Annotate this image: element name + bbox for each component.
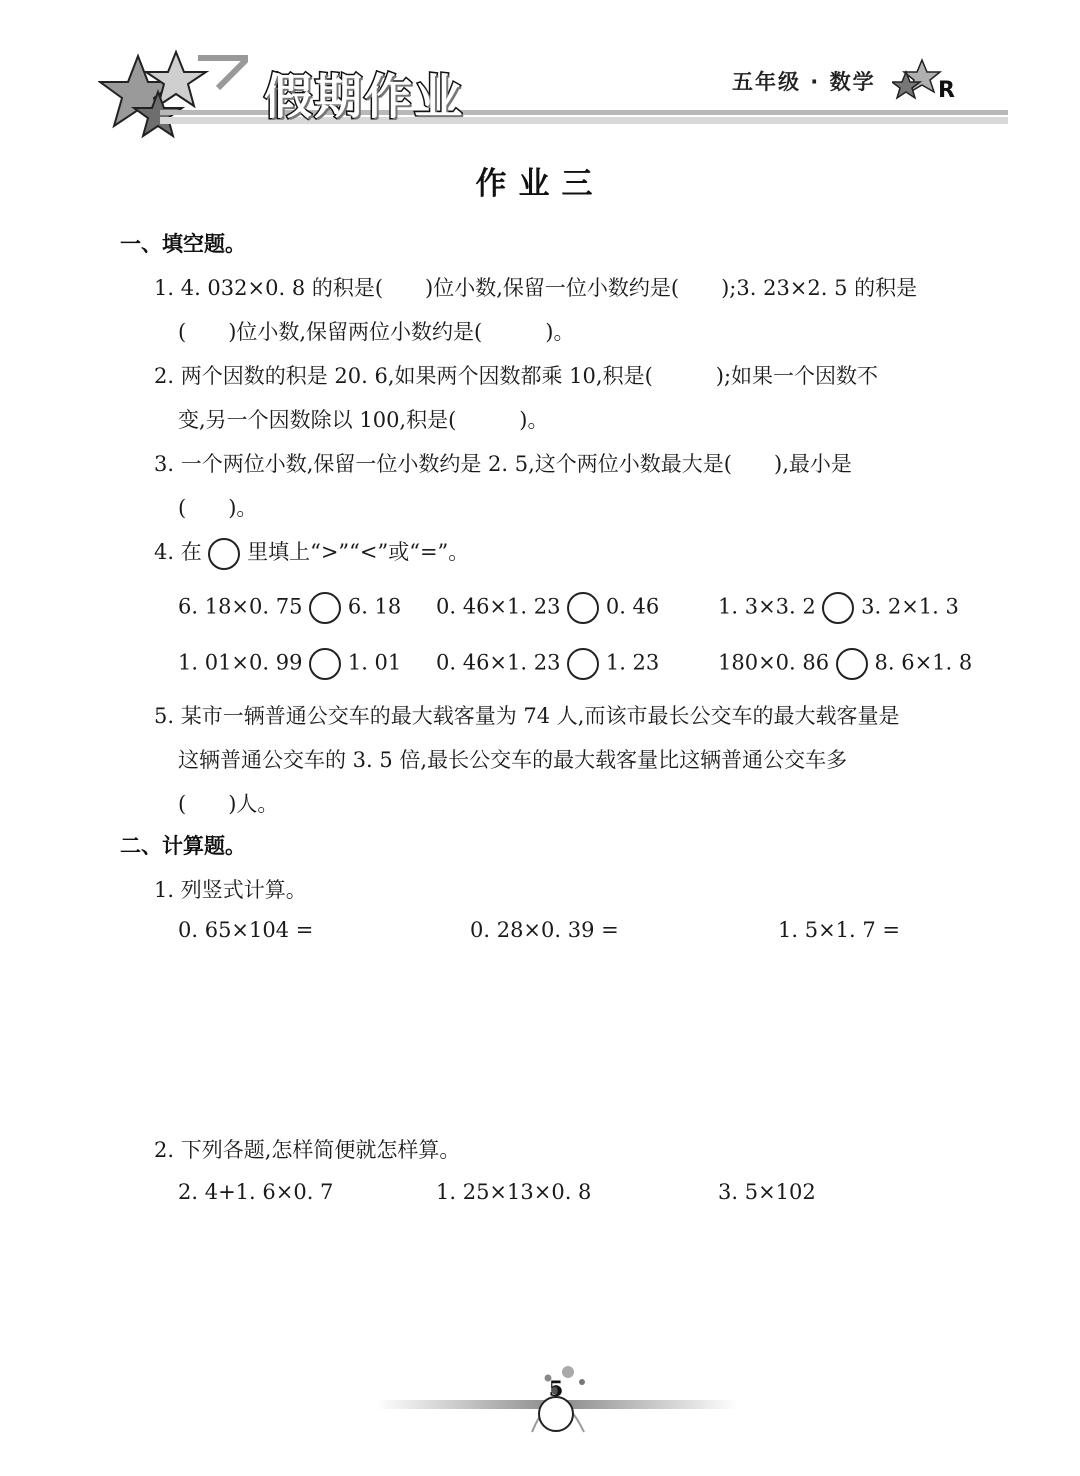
compare-right: 0. 46 (605, 594, 660, 619)
section1-heading: 一、填空题。 (120, 232, 246, 256)
q3-line1: 3. 一个两位小数,保留一位小数约是 2. 5,这个两位小数最大是( ),最小是 (154, 452, 852, 476)
q4-instruction (154, 536, 469, 570)
q5-line3: ( )人。 (178, 792, 279, 816)
simplify-calc-item: 3. 5×102 (718, 1180, 816, 1204)
header-star-logo (98, 48, 248, 144)
page-number: 5 (548, 1376, 564, 1401)
compare-item (436, 648, 659, 680)
calc-q1-label: 1. 列竖式计算。 (154, 878, 307, 902)
compare-answer-circle[interactable] (836, 648, 868, 680)
compare-answer-circle[interactable] (309, 648, 341, 680)
compare-right: 3. 2×1. 3 (861, 594, 959, 619)
calc-q2-label: 2. 下列各题,怎样简便就怎样算。 (154, 1138, 461, 1162)
q2-line2: 变,另一个因数除以 100,积是( )。 (178, 408, 549, 432)
vertical-calc-item: 0. 28×0. 39 = (470, 918, 619, 942)
vertical-calc-item: 0. 65×104 = (178, 918, 314, 942)
q5-line1: 5. 某市一辆普通公交车的最大载客量为 74 人,而该市最长公交车的最大载客量是 (154, 704, 900, 728)
compare-item (178, 648, 401, 680)
compare-item (178, 592, 401, 624)
page-title: 作业三 (475, 166, 605, 202)
compare-left: 6. 18×0. 75 (178, 594, 303, 619)
compare-left: 0. 46×1. 23 (436, 650, 561, 675)
compare-answer-circle[interactable] (822, 592, 854, 624)
q1-line1: 1. 4. 032×0. 8 的积是( )位小数,保留一位小数约是( );3. 23×2. 5 的积是 (154, 276, 918, 300)
compare-left: 1. 01×0. 99 (178, 650, 303, 675)
q1-line2: ( )位小数,保留两位小数约是( )。 (178, 320, 575, 344)
q3-line2: ( )。 (178, 496, 258, 520)
compare-answer-circle[interactable] (567, 648, 599, 680)
grade-subject: 五年级 · 数学 (732, 70, 876, 94)
compare-circle-icon (208, 538, 240, 570)
q2-line1: 2. 两个因数的积是 20. 6,如果两个因数都乘 10,积是( );如果一个因数不 (154, 364, 879, 388)
compare-item (436, 592, 659, 624)
compare-item (718, 648, 972, 680)
compare-right: 1. 23 (605, 650, 660, 675)
edition-star-icon (892, 58, 942, 102)
compare-item (718, 592, 959, 624)
compare-right: 6. 18 (347, 594, 402, 619)
section2-heading: 二、计算题。 (120, 834, 246, 858)
series-title: 假期作业 (264, 69, 465, 125)
simplify-calc-item: 2. 4+1. 6×0. 7 (178, 1180, 334, 1204)
compare-left: 0. 46×1. 23 (436, 594, 561, 619)
vertical-calc-item: 1. 5×1. 7 = (778, 918, 901, 942)
compare-right: 1. 01 (347, 650, 402, 675)
q4-suffix: 里填上“>”“<”或“=”。 (247, 540, 470, 564)
q4-prefix: 4. 在 (154, 540, 202, 564)
compare-right: 8. 6×1. 8 (874, 650, 973, 675)
edition-letter: R (938, 78, 955, 103)
compare-answer-circle[interactable] (567, 592, 599, 624)
simplify-calc-item: 1. 25×13×0. 8 (436, 1180, 592, 1204)
compare-answer-circle[interactable] (309, 592, 341, 624)
compare-left: 1. 3×3. 2 (718, 594, 816, 619)
q5-line2: 这辆普通公交车的 3. 5 倍,最长公交车的最大载客量比这辆普通公交车多 (178, 748, 848, 772)
compare-left: 180×0. 86 (718, 650, 830, 675)
